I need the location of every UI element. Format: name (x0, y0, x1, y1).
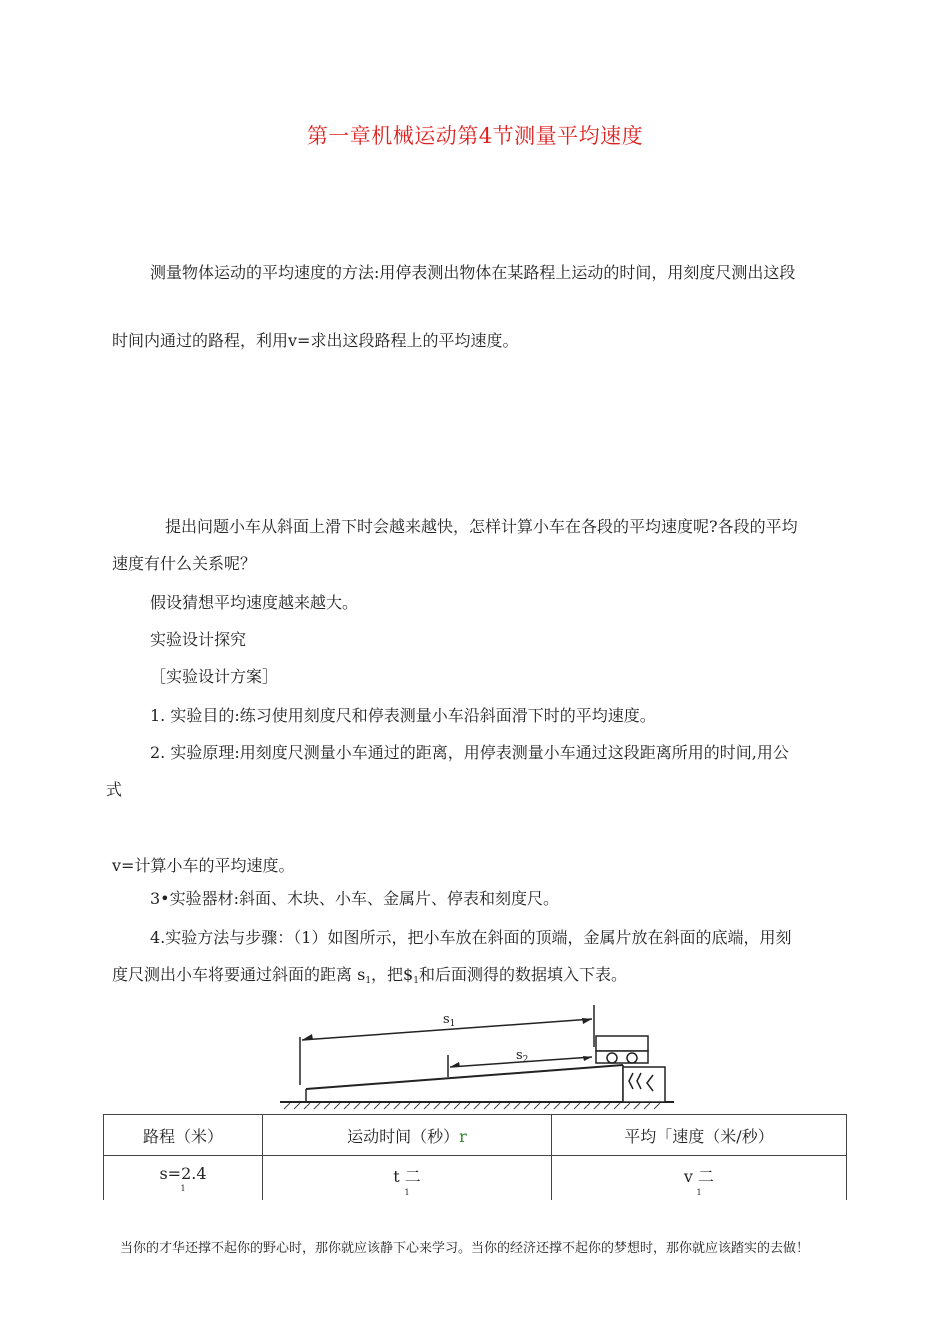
paragraph-purpose: 1. 实验目的:练习使用刻度尺和停表测量小车沿斜面滑下时的平均速度。 (150, 706, 656, 725)
cart-chassis (596, 1051, 648, 1063)
paragraph-steps-line2 (112, 964, 627, 992)
paragraph-design-plan: ［实验设计方案］ (150, 667, 279, 686)
s2-label: $s_2$ (516, 1048, 529, 1065)
paragraph-method-line1: 测量物体运动的平均速度的方法:用停表测出物体在某路程上运动的时间，用刻度尺测出这段 (150, 263, 796, 282)
paragraph-formula: v=计算小车的平均速度。 (112, 856, 295, 875)
steps-text-b: ，把$ (371, 965, 414, 984)
header-time-mark: r (459, 1126, 467, 1146)
steps-text-a: 度尺测出小车将要通过斜面的距离 s (112, 965, 366, 984)
cell-distance: s=2.4 1 (104, 1156, 263, 1201)
paragraph-question-line2: 速度有什么关系呢？ (112, 554, 257, 573)
s2-arrow-left (450, 1062, 460, 1067)
page-title: 第一章机械运动第4节测量平均速度 (306, 124, 644, 148)
cart-body (596, 1036, 648, 1051)
paragraph-principle-line2: 式 (106, 780, 123, 799)
paragraph-hypothesis: 假设猜想平均速度越来越大。 (150, 593, 359, 612)
cart-wheel-right (627, 1053, 637, 1063)
cell-speed: v 二 1 (552, 1156, 847, 1201)
steps-sub-b: 1 (413, 976, 419, 986)
header-time: 运动时间（秒）r (263, 1115, 552, 1156)
steps-sub-a: 1 (365, 976, 372, 986)
data-table (103, 1114, 847, 1200)
paragraph-method-line2: 时间内通过的路程，利用v=求出这段路程上的平均速度。 (112, 331, 519, 350)
incline-diagram (278, 1005, 678, 1110)
table-row (104, 1156, 847, 1201)
footer-note: 当你的才华还撑不起你的野心时，那你就应该静下心来学习。当你的经济还撑不起你的梦想时，那你就应该踏实的去做！ (120, 1241, 810, 1256)
header-distance: 路程（米） (104, 1115, 263, 1156)
s1-arrow-left (302, 1034, 313, 1040)
cell-time: t 二 1 (263, 1156, 552, 1201)
header-speed: 平均「速度（米/秒） (552, 1115, 847, 1156)
incline-surface (306, 1065, 623, 1089)
ground-hatching (284, 1103, 660, 1109)
paragraph-question-line1: 提出问题小车从斜面上滑下时会越来越快，怎样计算小车在各段的平均速度呢?各段的平均 (165, 517, 798, 536)
paragraph-equipment: 3•实验器材:斜面、木块、小车、金属片、停表和刻度尺。 (150, 889, 560, 908)
paragraph-steps-line1: 4.实验方法与步骤：（1）如图所示，把小车放在斜面的顶端，金属片放在斜面的底端，用刻 (150, 928, 792, 947)
wood-block (623, 1067, 665, 1102)
paragraph-principle-line1: 2. 实验原理:用刻度尺测量小车通过的距离，用停表测量小车通过这段距离所用的时间,用公 (150, 743, 789, 762)
steps-text-c: 和后面测得的数据填入下表。 (418, 965, 627, 984)
s1-arrow-right (582, 1018, 592, 1024)
paragraph-design-heading: 实验设计探究 (150, 630, 247, 649)
s1-label: $s_1$ (443, 1012, 456, 1029)
table-header-row (104, 1115, 847, 1156)
cart-wheel-left (607, 1053, 617, 1063)
